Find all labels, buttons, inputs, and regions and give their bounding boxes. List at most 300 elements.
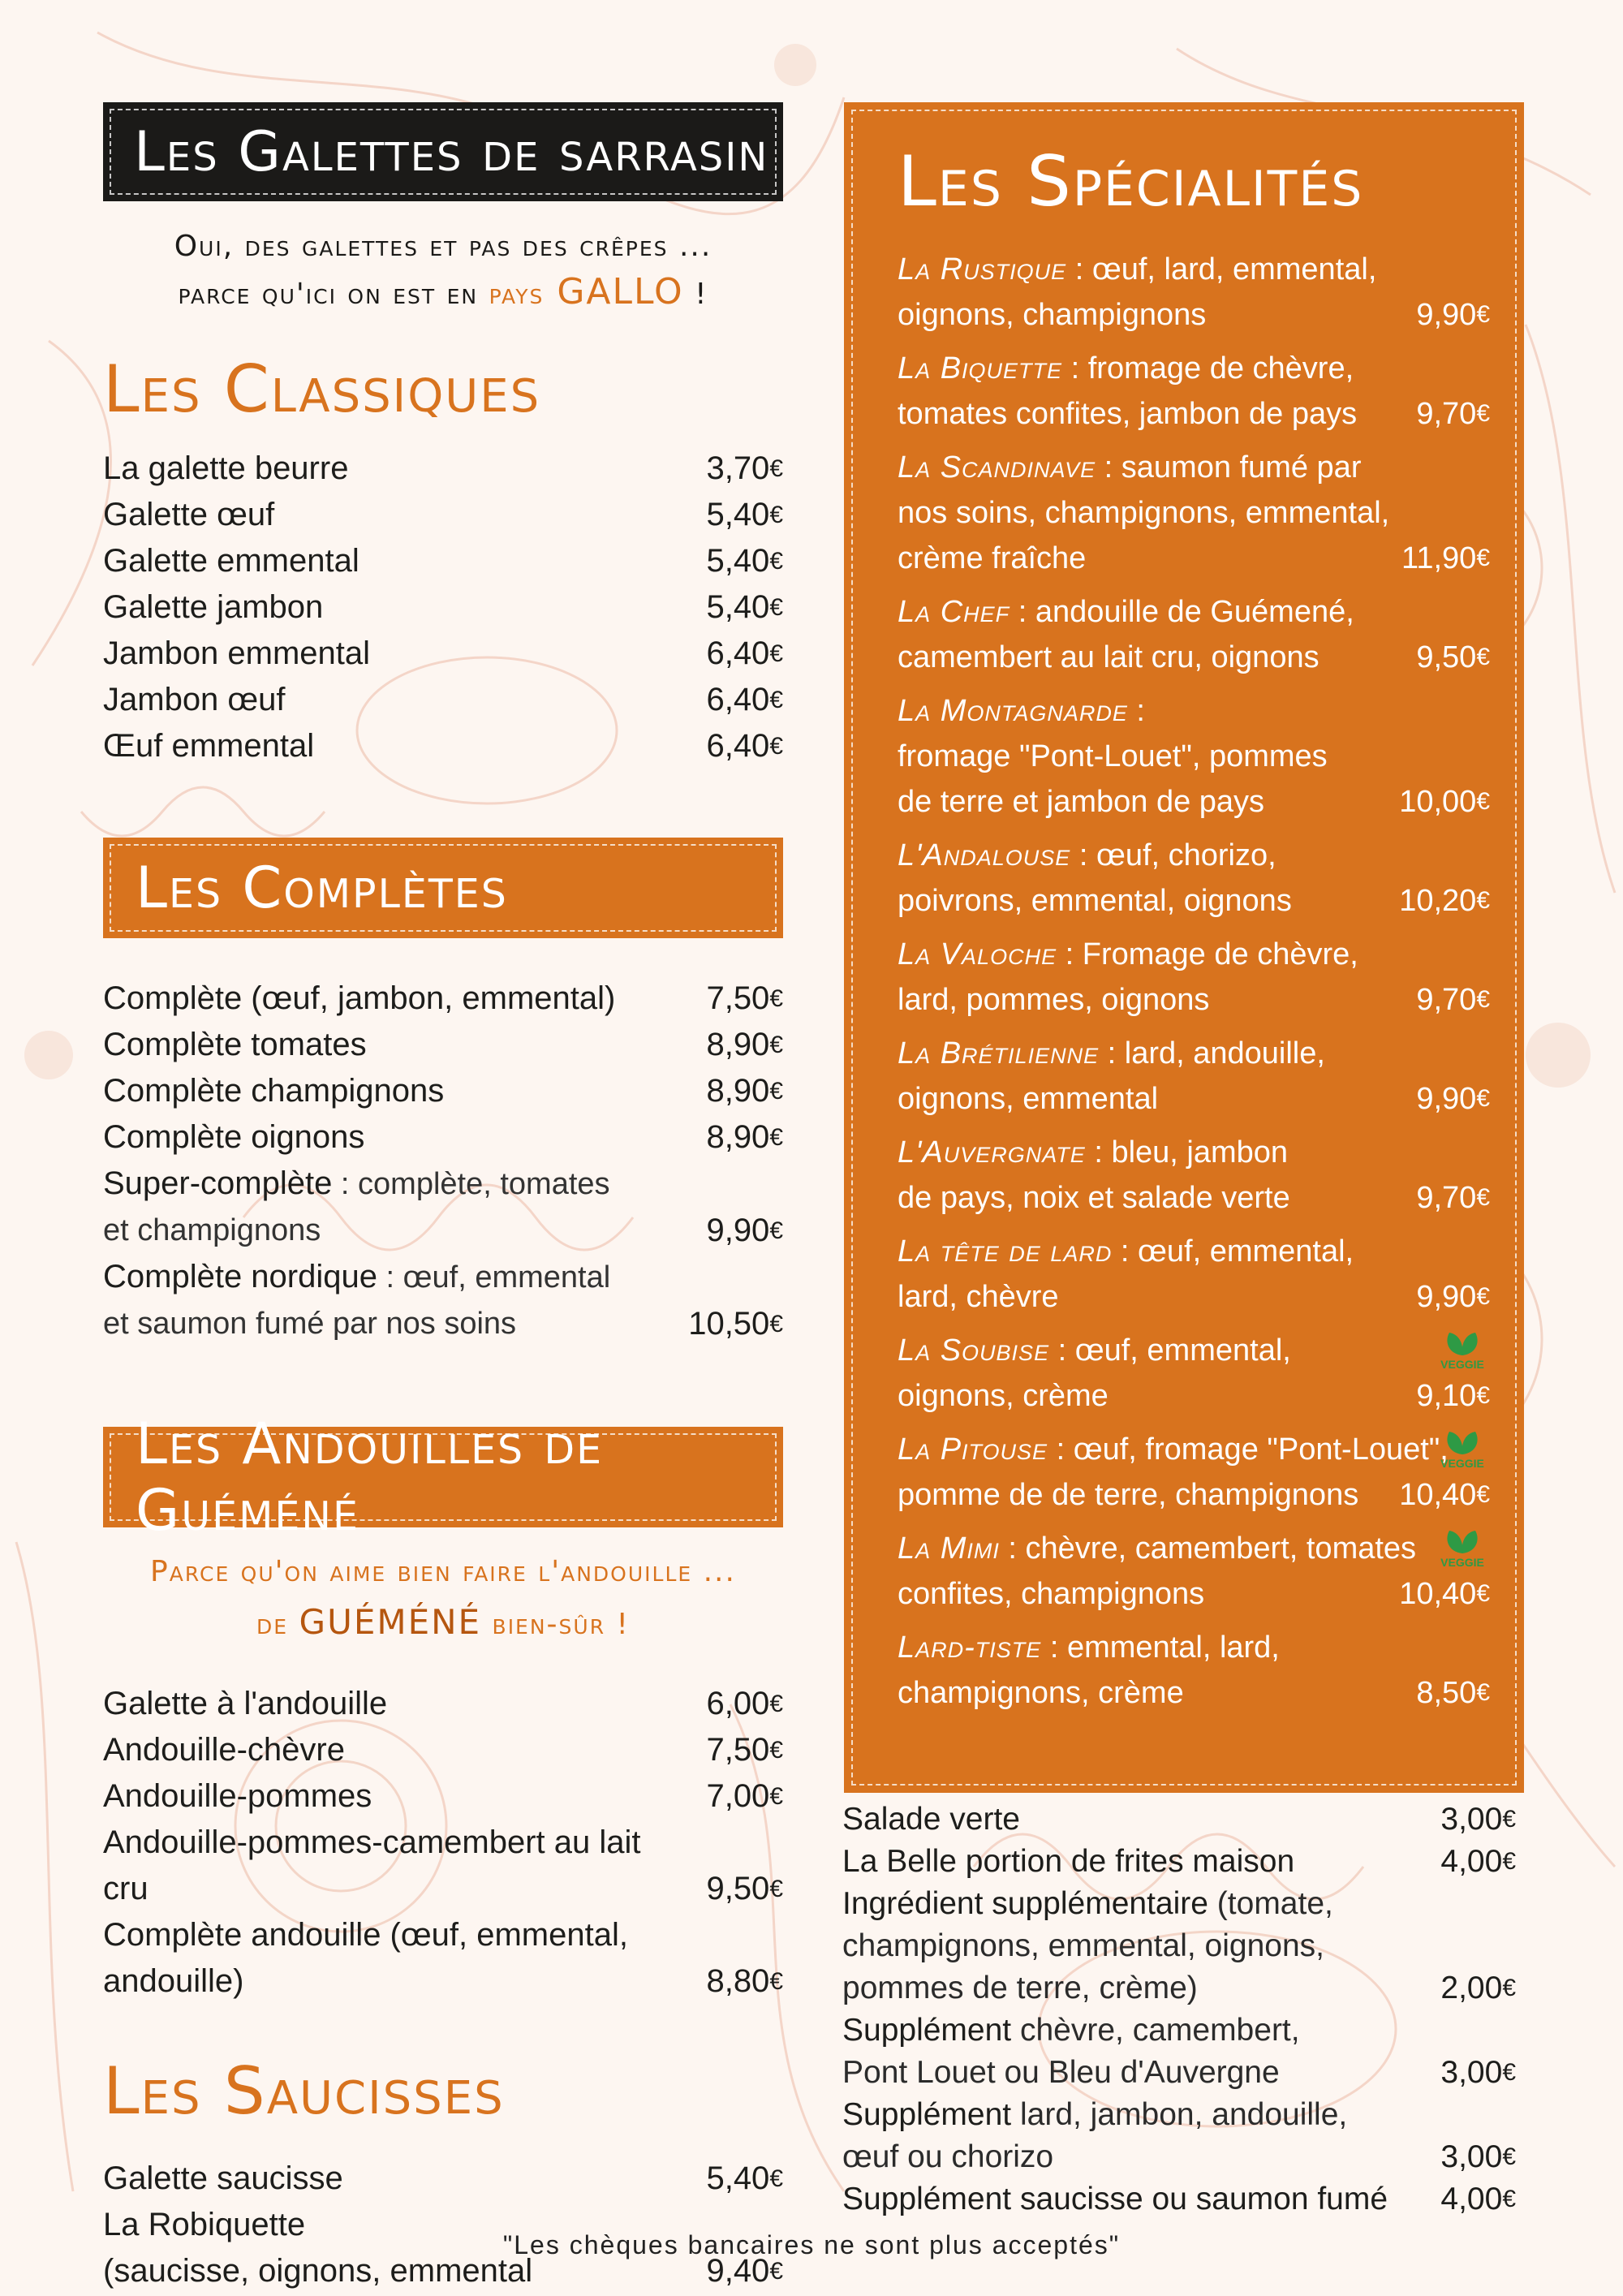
euro-symbol: € [1476, 1184, 1490, 1211]
menu-item: La Robiquette [103, 2207, 306, 2242]
menu-item [103, 1161, 783, 1208]
price-value: 9,10 [1416, 1379, 1477, 1413]
specialite-name: La Chef [898, 595, 1010, 629]
price-value: 5,40 [706, 2160, 770, 2196]
menu-item-continued [103, 1301, 783, 1347]
euro-symbol: € [1476, 644, 1490, 670]
extra-name: La Belle portion de frites maison [842, 1844, 1295, 1879]
price [706, 677, 783, 723]
price-value: 6,00 [706, 1686, 770, 1721]
menu-item [103, 1254, 783, 1301]
specialite-name: La Pitouse [898, 1432, 1048, 1467]
euro-symbol: € [769, 1032, 783, 1058]
price-value: 9,90 [706, 1213, 770, 1248]
item-name: Galette à l'andouille [103, 1686, 388, 1721]
andouilles-list [103, 1681, 783, 2005]
menu-item-continued [103, 1208, 783, 1254]
specialite-item [898, 1031, 1490, 1122]
item-description: : œuf, emmental [377, 1260, 611, 1294]
euro-symbol: € [769, 2258, 783, 2285]
specialite-line [898, 1625, 1482, 1670]
specialite-name: La Soubise [898, 1333, 1050, 1368]
euro-symbol: € [1476, 301, 1490, 328]
veggie-leaf-icon [1435, 1425, 1490, 1471]
specialite-line: oignons, champignons [898, 298, 1207, 332]
item-name: Complète champignons [103, 1073, 445, 1109]
item-name-continued: andouille) [103, 1963, 244, 1999]
price-value: 10,20 [1399, 884, 1477, 918]
specialites-title: Les Spécialités [898, 141, 1364, 222]
menu-item [103, 1727, 783, 1773]
euro-symbol: € [769, 687, 783, 713]
price [1440, 2178, 1516, 2221]
specialites-list [875, 247, 1490, 1716]
euro-symbol: € [1476, 1085, 1490, 1112]
item-name: Galette œuf [103, 497, 275, 532]
menu-item [103, 538, 783, 584]
item-name: Jambon emmental [103, 635, 371, 671]
extra-name: Supplément [842, 2097, 1012, 2132]
veggie-leaf-icon [1435, 1524, 1490, 1570]
price [1440, 2052, 1516, 2094]
euro-symbol: € [769, 1124, 783, 1151]
extra-item [842, 1883, 1516, 1925]
item-name: Jambon œuf [103, 682, 286, 717]
veggie-label: VEGGIE [1440, 1358, 1484, 1371]
specialite-description: : œuf, emmental, [1049, 1333, 1291, 1368]
euro-symbol: € [769, 1078, 783, 1105]
specialite-item [898, 1130, 1490, 1221]
specialite-description: : saumon fumé par [1096, 450, 1362, 485]
euro-symbol: € [1476, 1283, 1490, 1310]
galettes-title [103, 102, 783, 201]
specialite-line: lard, chèvre [898, 1280, 1059, 1314]
item-name: Complète (œuf, jambon, emmental) [103, 980, 616, 1016]
price [1440, 1798, 1516, 1841]
menu-item-continued [103, 1958, 783, 2005]
price [1399, 878, 1490, 924]
specialite-description: : [1127, 694, 1145, 728]
price-value: 6,40 [706, 635, 770, 671]
menu-item [103, 1681, 783, 1727]
price [1440, 1841, 1516, 1883]
euro-symbol: € [769, 1737, 783, 1764]
specialite-description: : emmental, lard, [1041, 1630, 1280, 1665]
price [706, 723, 783, 769]
specialite-name: La Biquette [898, 351, 1063, 386]
price [706, 1773, 783, 1820]
extra-item [842, 2010, 1516, 2052]
euro-symbol: € [769, 1876, 783, 1902]
euro-symbol: € [769, 1691, 783, 1717]
item-name-line [103, 1254, 610, 1301]
euro-symbol: € [769, 985, 783, 1012]
euro-symbol: € [769, 502, 783, 528]
subtitle-text: parce qu'ici on est en [178, 278, 489, 311]
price [706, 1866, 783, 1912]
price-value: 9,70 [1416, 983, 1477, 1017]
euro-symbol: € [1502, 1975, 1516, 2001]
price-value: 10,40 [1399, 1577, 1477, 1611]
subtitle-text: de [256, 1608, 299, 1641]
completes-list [103, 976, 783, 1347]
andouilles-title-text: Les Andouilles de Guéméné [136, 1411, 604, 1544]
item-name: Complète nordique [103, 1259, 377, 1294]
price-value: 9,50 [706, 1871, 770, 1906]
specialite-description: : lard, andouille, [1099, 1036, 1325, 1070]
specialite-line [898, 1526, 1482, 1571]
specialite-line: champignons, crème [898, 1676, 1184, 1710]
price-value: 2,00 [1440, 1971, 1503, 2005]
extra-name: Salade verte [842, 1802, 1020, 1837]
specialite-description: : œuf, fromage "Pont-Louet", [1048, 1432, 1449, 1467]
specialite-description: : Fromage de chèvre, [1057, 937, 1358, 971]
item-name-continued: (saucisse, oignons, emmental [103, 2253, 533, 2289]
left-column [103, 102, 783, 2294]
euro-symbol: € [769, 1311, 783, 1338]
galettes-subtitle-line1: Oui, des galettes et pas des crêpes ... [174, 230, 712, 263]
price [706, 1727, 783, 1773]
euro-symbol: € [769, 640, 783, 667]
specialite-description: : œuf, lard, emmental, [1066, 252, 1377, 286]
price-value: 7,50 [706, 1732, 770, 1768]
menu-item [103, 1114, 783, 1161]
euro-symbol: € [1476, 1382, 1490, 1409]
specialite-line [898, 1427, 1482, 1472]
item-name: Œuf emmental [103, 728, 315, 764]
item-name: Andouille-pommes-camembert au lait cru [103, 1824, 641, 1906]
euro-symbol: € [1502, 1806, 1516, 1833]
galettes-subtitle-line2 [103, 269, 783, 317]
veggie-leaf-icon [1435, 1326, 1490, 1372]
specialite-line: de terre et jambon de pays [898, 785, 1265, 819]
specialite-line [898, 688, 1482, 734]
price [706, 1068, 783, 1114]
euro-symbol: € [769, 2165, 783, 2192]
price [706, 1114, 783, 1161]
specialite-line: oignons, crème [898, 1379, 1109, 1413]
specialite-line: lard, pommes, oignons [898, 983, 1210, 1017]
price [1416, 1670, 1490, 1716]
price [688, 1301, 783, 1347]
item-description: et champignons [103, 1213, 321, 1247]
euro-symbol: € [1476, 788, 1490, 815]
price-value: 10,00 [1399, 785, 1477, 819]
price [706, 492, 783, 538]
menu-item [103, 976, 783, 1022]
specialite-description: : fromage de chèvre, [1062, 351, 1354, 386]
extra-name: Ingrédient supplémentaire [842, 1886, 1208, 1921]
specialite-line: confites, champignons [898, 1577, 1205, 1611]
euro-symbol: € [769, 1217, 783, 1244]
extra-description-line: champignons, emmental, oignons, [842, 1928, 1325, 1963]
footer-note: "Les chèques bancaires ne sont plus acceptés" [502, 2230, 1121, 2259]
price [1399, 1472, 1490, 1518]
euro-symbol: € [1476, 887, 1490, 914]
price [1416, 635, 1490, 680]
euro-symbol: € [1476, 400, 1490, 427]
specialite-name: La tête de lard [898, 1234, 1113, 1269]
euro-symbol: € [769, 1968, 783, 1995]
item-name: Super-complète [103, 1165, 333, 1201]
specialite-item [898, 1526, 1490, 1617]
extras-list [842, 1798, 1516, 2221]
specialite-line [898, 1328, 1482, 1373]
price [1416, 391, 1490, 437]
specialite-line [898, 445, 1482, 490]
specialite-item [898, 932, 1490, 1023]
price-value: 9,90 [1416, 1082, 1477, 1116]
saucisses-title: Les Saucisses [103, 2053, 505, 2129]
specialite-line: pomme de de terre, champignons [898, 1478, 1359, 1512]
menu-item: Complète andouille (œuf, emmental, [103, 1917, 628, 1953]
menu-item [103, 677, 783, 723]
price-value: 7,50 [706, 980, 770, 1016]
price [706, 976, 783, 1022]
price [1416, 1373, 1490, 1419]
price-value: 9,90 [1416, 1280, 1477, 1314]
specialite-description: : chèvre, camembert, tomates [999, 1531, 1417, 1566]
price-value: 9,70 [1416, 397, 1477, 431]
price-value: 9,70 [1416, 1181, 1477, 1215]
price-value: 6,40 [706, 682, 770, 717]
item-description: : complète, tomates [332, 1167, 610, 1201]
extra-name-line [842, 2010, 1300, 2052]
specialite-line: fromage "Pont-Louet", pommes [898, 739, 1328, 773]
classiques-list [103, 446, 783, 769]
euro-symbol: € [1476, 545, 1490, 571]
price-value: 8,90 [706, 1027, 770, 1062]
price [1416, 1274, 1490, 1320]
price-value: 3,00 [1440, 2055, 1503, 2090]
andouilles-title [103, 1411, 783, 1544]
price-value: 3,00 [1440, 2139, 1503, 2174]
specialite-line [898, 1130, 1482, 1175]
specialite-item [898, 445, 1490, 581]
andouilles-subtitle-line2 [103, 1597, 783, 1650]
specialite-description: : andouille de Guémené, [1010, 595, 1354, 629]
euro-symbol: € [1502, 2143, 1516, 2170]
specialite-item [898, 589, 1490, 680]
extra-name-line [842, 1883, 1333, 1925]
menu-item [103, 631, 783, 677]
price-value: 4,00 [1440, 2182, 1503, 2216]
price-value: 4,00 [1440, 1844, 1503, 1879]
price-value: 7,00 [706, 1778, 770, 1814]
euro-symbol: € [1502, 1848, 1516, 1875]
item-name: Complète tomates [103, 1027, 367, 1062]
extra-item-continued [842, 2052, 1516, 2094]
price-value: 6,40 [706, 728, 770, 764]
item-description: et saumon fumé par nos soins [103, 1307, 517, 1341]
menu-item [103, 1820, 783, 1912]
price-value: 8,50 [1416, 1676, 1477, 1710]
item-name: Galette emmental [103, 543, 359, 579]
euro-symbol: € [769, 594, 783, 621]
extra-name: Supplément [842, 2013, 1012, 2048]
menu-item [103, 723, 783, 769]
price-value: 5,40 [706, 497, 770, 532]
veggie-label: VEGGIE [1440, 1556, 1484, 1569]
euro-symbol: € [1502, 2186, 1516, 2212]
price-value: 9,90 [1416, 298, 1477, 332]
subtitle-guemene: GUÉMÉNÉ [299, 1602, 482, 1642]
extra-item [842, 1841, 1516, 1883]
price [1440, 1967, 1516, 2010]
price-value: 8,80 [706, 1963, 770, 1999]
price [1440, 2136, 1516, 2178]
item-name-line [103, 1161, 610, 1208]
specialite-line: oignons, emmental [898, 1082, 1159, 1116]
item-name: Galette jambon [103, 589, 324, 625]
specialite-item [898, 833, 1490, 924]
andouilles-subtitle-line1: Parce qu'on aime bien faire l'andouille ... [150, 1555, 736, 1588]
menu-item [103, 446, 783, 492]
price [1416, 977, 1490, 1023]
extra-item [842, 1798, 1516, 1841]
price [706, 1208, 783, 1254]
euro-symbol: € [1476, 1580, 1490, 1607]
price-value: 9,50 [1416, 640, 1477, 674]
price [1399, 1571, 1490, 1617]
specialite-line [898, 589, 1482, 635]
price-value: 9,40 [706, 2253, 770, 2289]
specialite-line [898, 932, 1482, 977]
specialite-line: poivrons, emmental, oignons [898, 884, 1292, 918]
euro-symbol: € [769, 548, 783, 575]
extra-description: œuf ou chorizo [842, 2139, 1054, 2174]
subtitle-gallo: GALLO [544, 271, 684, 312]
specialites-box [844, 102, 1524, 1793]
subtitle-highlight: pays [489, 278, 545, 311]
item-name: Complète oignons [103, 1119, 365, 1155]
menu-item [103, 1773, 783, 1820]
subtitle-end: ! [683, 278, 708, 311]
specialite-name: La Mimi [898, 1531, 1000, 1566]
extra-description: chèvre, camembert, [1011, 2013, 1300, 2048]
specialite-item [898, 1625, 1490, 1716]
price-value: 3,70 [706, 450, 770, 486]
extra-description: (tomate, [1208, 1886, 1333, 1921]
extra-name-line [842, 2094, 1347, 2136]
specialite-item [898, 1229, 1490, 1320]
euro-symbol: € [769, 1783, 783, 1810]
euro-symbol: € [1476, 1679, 1490, 1706]
saucisses-list [103, 2156, 783, 2294]
price [1416, 1076, 1490, 1122]
specialite-item [898, 688, 1490, 825]
euro-symbol: € [769, 733, 783, 760]
galettes-subtitle [103, 224, 783, 317]
price-value: 5,40 [706, 543, 770, 579]
extra-item-continued [842, 2136, 1516, 2178]
extra-item [842, 2178, 1516, 2221]
specialite-line: tomates confites, jambon de pays [898, 397, 1358, 431]
specialite-name: La Rustique [898, 252, 1067, 286]
specialite-description: : bleu, jambon [1085, 1135, 1289, 1170]
subtitle-end: bien-sûr ! [481, 1608, 630, 1641]
specialite-line [898, 833, 1482, 878]
specialite-name: La Montagnarde [898, 694, 1128, 728]
specialite-item [898, 247, 1490, 338]
price [1416, 292, 1490, 338]
specialite-name: L'Andalouse [898, 838, 1071, 872]
galettes-title-text: Les Galettes de sarrasin [134, 119, 769, 184]
item-name: Andouille-chèvre [103, 1732, 345, 1768]
specialite-item [898, 346, 1490, 437]
andouilles-subtitle [103, 1547, 783, 1650]
menu-item [103, 492, 783, 538]
extra-description: pommes de terre, crème) [842, 1971, 1198, 2005]
specialite-line [898, 247, 1482, 292]
specialite-name: L'Auvergnate [898, 1135, 1086, 1170]
price [1401, 536, 1490, 581]
specialite-line: crème fraîche [898, 541, 1087, 575]
price [706, 538, 783, 584]
menu-item [103, 1068, 783, 1114]
menu-item [103, 1022, 783, 1068]
specialite-name: La Valoche [898, 937, 1057, 971]
completes-title [103, 838, 783, 938]
price [1399, 779, 1490, 825]
price [706, 446, 783, 492]
item-name: La galette beurre [103, 450, 349, 486]
specialite-line: de pays, noix et salade verte [898, 1181, 1290, 1215]
specialite-description: : œuf, emmental, [1112, 1234, 1354, 1269]
price-value: 10,40 [1399, 1478, 1477, 1512]
classiques-title: Les Classiques [103, 351, 541, 427]
specialite-line [898, 1229, 1482, 1274]
specialite-line: nos soins, champignons, emmental, [898, 496, 1390, 530]
specialite-name: La Brétilienne [898, 1036, 1100, 1070]
euro-symbol: € [769, 455, 783, 482]
specialite-line [898, 1031, 1482, 1076]
price [1416, 1175, 1490, 1221]
specialite-name: Lard-tiste [898, 1630, 1042, 1665]
price-value: 8,90 [706, 1073, 770, 1109]
item-name: Andouille-pommes [103, 1778, 372, 1814]
specialite-name: La Scandinave [898, 450, 1096, 485]
menu-item [103, 584, 783, 631]
price-value: 10,50 [688, 1306, 770, 1342]
specialite-item [898, 1328, 1490, 1419]
price [706, 1958, 783, 2005]
specialite-item [898, 1427, 1490, 1518]
extra-description: Pont Louet ou Bleu d'Auvergne [842, 2055, 1280, 2090]
price-value: 5,40 [706, 589, 770, 625]
price [706, 631, 783, 677]
extra-item-continued [842, 1967, 1516, 2010]
euro-symbol: € [1502, 2059, 1516, 2086]
extra-name: Supplément saucisse ou saumon fumé [842, 2182, 1388, 2216]
price [706, 1022, 783, 1068]
price [706, 1681, 783, 1727]
price-value: 8,90 [706, 1119, 770, 1155]
menu-item [103, 2156, 783, 2202]
specialite-description: : œuf, chorizo, [1070, 838, 1276, 872]
specialite-line [898, 346, 1482, 391]
euro-symbol: € [1476, 1481, 1490, 1508]
veggie-label: VEGGIE [1440, 1457, 1484, 1470]
price-value: 3,00 [1440, 1802, 1503, 1837]
item-name: Galette saucisse [103, 2160, 343, 2196]
completes-title-text: Les Complètes [136, 855, 508, 921]
euro-symbol: € [1476, 986, 1490, 1013]
extra-description: lard, jambon, andouille, [1011, 2097, 1348, 2132]
specialite-line: camembert au lait cru, oignons [898, 640, 1319, 674]
price [706, 584, 783, 631]
extra-item [842, 2094, 1516, 2136]
